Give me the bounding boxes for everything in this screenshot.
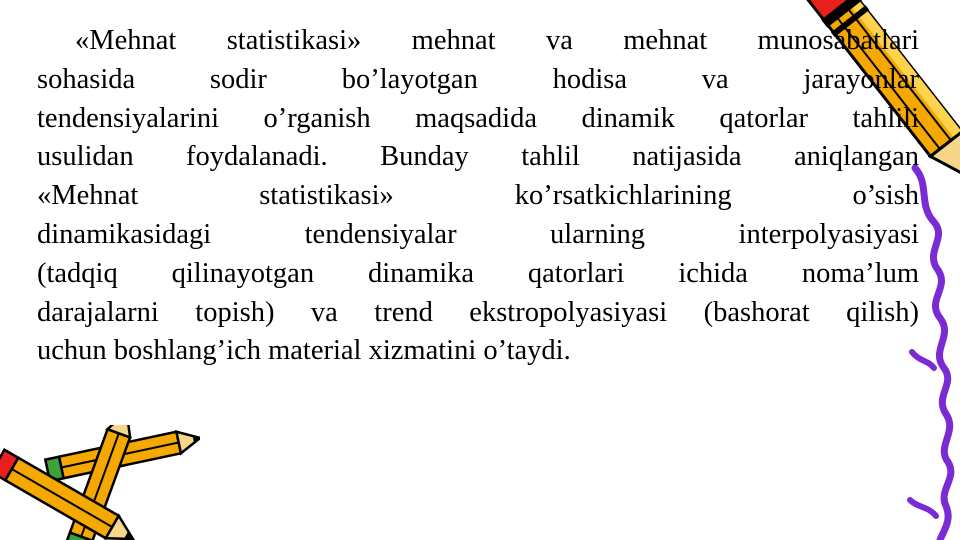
paragraph-line: «Mehnat statistikasi» ko’rsatkichlarining o’sish (37, 180, 919, 212)
paragraph-line: tendensiyalarini o’rganish maqsadida dinamik qatorlar tahlili (37, 102, 919, 134)
paragraph-line: usulidan foydalanadi. Bunday tahlil natijasida aniqlangan (37, 141, 919, 173)
paragraph-line: darajalarni topish) va trend ekstropolyasiyasi (bashorat qilish) (37, 296, 919, 328)
purple-squiggle (915, 168, 951, 540)
paragraph-line: uchun boshlang’ich material xizmatini o’taydi. (37, 335, 571, 367)
pencils-clipart-icon (0, 425, 200, 540)
paragraph-line: (tadqiq qilinayotgan dinamika qatorlari ichida noma’lum (37, 257, 919, 289)
paragraph-line: «Mehnat statistikasi» mehnat va mehnat munosabatlari (75, 25, 919, 56)
paragraph-line: sohasida sodir bo’layotgan hodisa va jarayonlar (37, 63, 919, 95)
paragraph (37, 22, 919, 371)
paragraph-line: dinamikasidagi tendensiyalar ularning interpolyasiyasi (37, 218, 919, 250)
